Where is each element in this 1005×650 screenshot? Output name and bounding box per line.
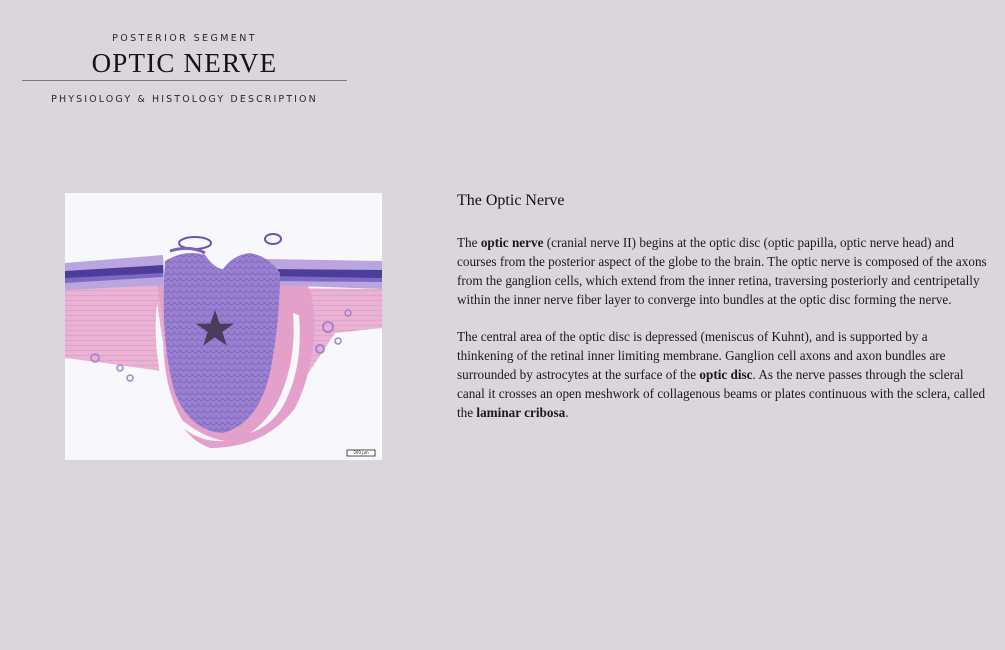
page-header	[22, 33, 347, 105]
histology-image	[65, 193, 382, 460]
article-paragraph-2	[457, 327, 987, 422]
article-title: The Optic Nerve	[457, 192, 565, 209]
term-optic-disc: optic disc	[699, 367, 753, 382]
term-laminar-cribosa: laminar cribosa	[476, 405, 566, 420]
page-subtitle: PHYSIOLOGY & HISTOLOGY DESCRIPTION	[51, 94, 318, 105]
p1-text-2: (cranial nerve II) begins at the optic disc (optic papilla, optic nerve head) and courses from the posterior aspect of the globe to the brain. The optic nerve is composed of the axons from the ganglion cells, which extend from the inner retina, traversing posteriorly and centripetally within the inner nerve fiber layer to converge into bundles at the optic disc forming the nerve.	[457, 235, 987, 307]
title-divider	[22, 80, 347, 81]
p2-text-3: .	[565, 405, 569, 420]
p2-text-2: . As the nerve passes through the scleral canal it crosses an open meshwork of collagenous beams or plates continuous with the sclera, called the	[457, 367, 986, 420]
article-paragraph-1	[457, 233, 987, 309]
p2-text-1: The central area of the optic disc is depressed (meniscus of Kuhnt), and is supported by a thinkening of the retinal inner limiting membrane. Ganglion cell axons and axon bundles are surrounded by astrocytes at the surface of the	[457, 329, 946, 382]
p1-text-1: The	[457, 235, 481, 250]
term-optic-nerve: optic nerve	[480, 235, 544, 250]
scale-bar-label: 200 µm	[353, 450, 369, 455]
article	[457, 192, 987, 440]
page-title: OPTIC NERVE	[91, 48, 278, 78]
section-kicker: POSTERIOR SEGMENT	[112, 33, 257, 44]
